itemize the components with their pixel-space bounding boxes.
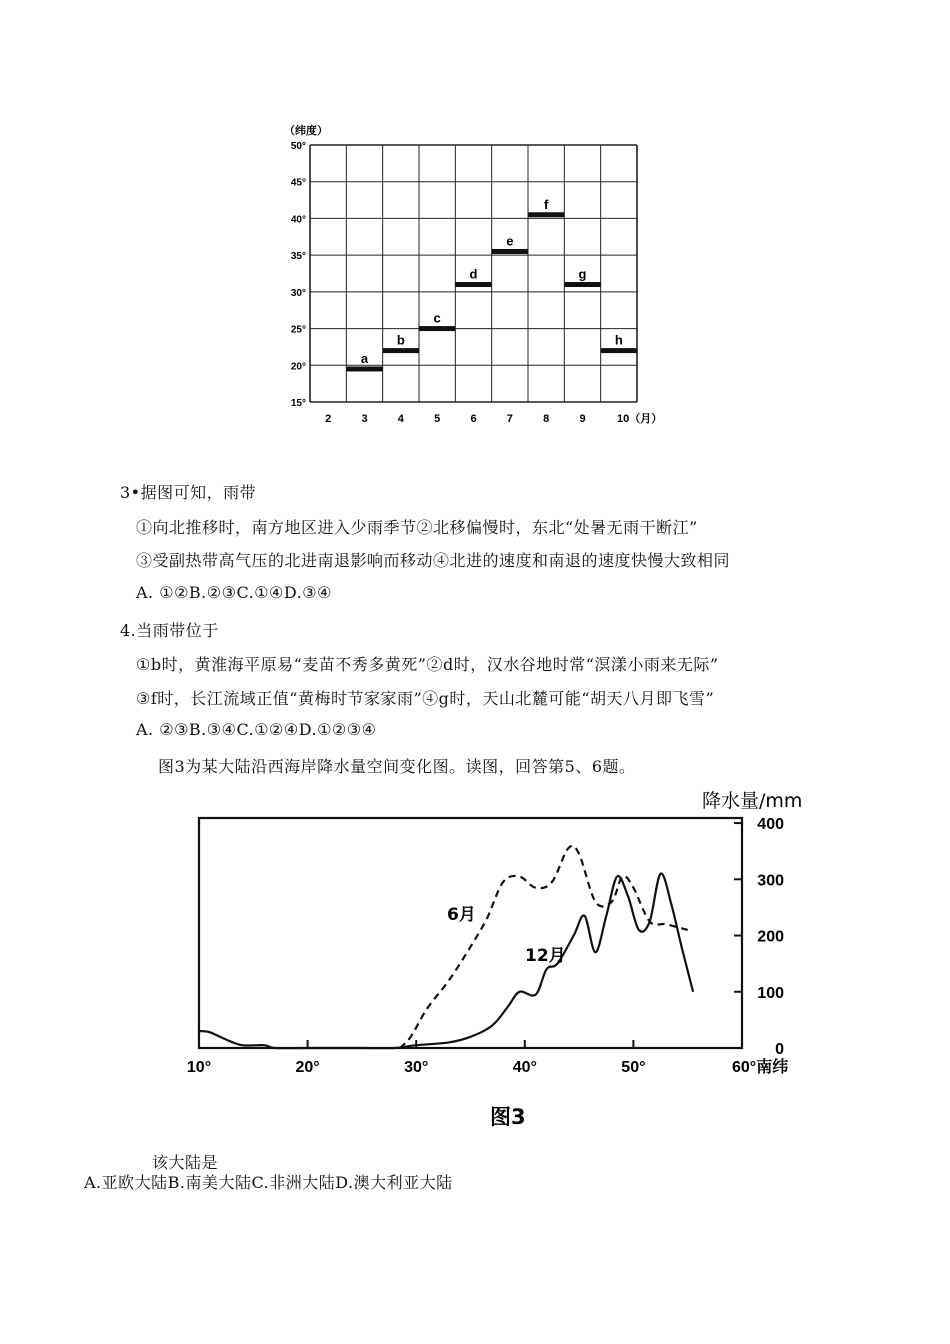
q3-options: A. ①②B.②③C.①④D.③④ [136, 583, 332, 602]
rain-belt-bar [601, 348, 637, 353]
chart2-y-tick-label: 300 [757, 872, 784, 890]
chart1-x-ticks [325, 413, 585, 425]
q3-statement-2: ③受副热带高气压的北进南退影响而移动④北进的速度和南退的速度快慢大致相同 [136, 551, 731, 570]
q5-options: A.亚欧大陆B.南美大陆C.非洲大陆D.澳大利亚大陆 [84, 1173, 453, 1192]
rain-belt-bar [347, 366, 383, 371]
chart2-frame [199, 818, 742, 1048]
chart1-y-tick-label: 20° [290, 361, 306, 373]
rain-belt-bar [565, 282, 601, 287]
chart2-ylabel: 降水量/mm [702, 790, 803, 812]
rain-belt-label: d [469, 266, 478, 282]
chart1-ylabel: （纬度） [284, 125, 328, 137]
chart1-x-tick-label: 8 [543, 413, 550, 425]
chart2-x-tick-label: 20° [295, 1059, 320, 1076]
series-label-june: 6月 [447, 905, 476, 925]
rain-belt-label: c [433, 310, 441, 326]
rain-belt-bar [492, 249, 528, 254]
chart1-x-tick-label: 9 [579, 413, 586, 425]
q5-stem: 该大陆是 [152, 1153, 219, 1172]
chart1-x-tick-label: 5 [434, 413, 441, 425]
rain-belt-label: a [360, 350, 369, 366]
precipitation-chart [170, 780, 820, 1140]
chart2-y-tick-label: 100 [757, 984, 784, 1002]
chart2-caption: 图3 [490, 1105, 526, 1129]
chart2-x-tick-label: 40° [512, 1059, 537, 1076]
chart1-x-unit: 10（月） [617, 413, 663, 425]
chart1-x-tick-label: 3 [361, 413, 368, 425]
chart1-y-tick-label: 25° [290, 324, 306, 336]
rain-belt-bar [456, 282, 492, 287]
chart2-x-tick-label: 50° [621, 1059, 646, 1076]
rain-belt-chart [270, 118, 670, 438]
q4-statement-2: ③f时，长江流域正值“黄梅时节家家雨”④g时，天山北麓可能“胡天八月即飞雪” [136, 689, 715, 708]
rain-belt-label: e [506, 233, 514, 249]
q4-options: A. ②③B.③④C.①②④D.①②③④ [136, 720, 377, 739]
chart1-y-ticks [291, 141, 306, 409]
chart1-x-tick-label: 7 [506, 413, 513, 425]
chart2-x-tick-label: 10° [186, 1059, 212, 1076]
chart1-y-tick-label: 45° [290, 177, 306, 189]
q3-statement-1: ①向北推移时，南方地区进入少雨季节②北移偏慢时，东北“处暑无雨干断江” [136, 518, 698, 537]
rain-belt-bar [419, 326, 455, 331]
chart1-y-tick-label: 30° [290, 287, 306, 299]
q4-statement-1: ①b时，黄淮海平原易“麦苗不秀多黄死”②d时，汉水谷地时常“溟漾小雨来无际” [136, 655, 719, 674]
chart1-x-tick-label: 6 [470, 413, 477, 425]
rain-belt-label: h [614, 332, 623, 348]
chart2-x-tick-label: 30° [404, 1059, 429, 1076]
chart2-y-tick-label: 400 [757, 816, 784, 834]
rain-belt-bar [383, 348, 419, 353]
figure3-intro: 图3为某大陆沿西海岸降水量空间变化图。读图，回答第5、6题。 [158, 757, 636, 776]
chart1-y-tick-label: 40° [290, 214, 306, 226]
rain-belt-label: b [396, 332, 405, 348]
rain-belt-bar [528, 212, 564, 217]
chart1-y-tick-label: 15° [290, 398, 306, 409]
chart2-x-ticks [187, 1040, 788, 1076]
chart2-y-tick-label: 200 [757, 928, 784, 946]
chart1-x-tick-label: 2 [325, 413, 332, 425]
q3-stem: 3•据图可知，雨带 [120, 483, 257, 502]
chart2-y-tick-label: 0 [775, 1041, 784, 1058]
chart1-x-tick-label: 4 [397, 413, 404, 425]
q4-stem: 4.当雨带位于 [120, 621, 219, 640]
series-line-december [199, 873, 693, 1048]
chart1-y-tick-label: 35° [290, 251, 306, 263]
rain-belt-label: f [543, 196, 549, 212]
series-label-december: 12月 [525, 946, 566, 966]
chart2-x-tick-label-last: 60°南纬 [732, 1059, 789, 1076]
chart1-y-tick-label: 50° [290, 141, 306, 152]
chart2-series [199, 846, 693, 1048]
rain-belt-label: g [578, 266, 587, 282]
